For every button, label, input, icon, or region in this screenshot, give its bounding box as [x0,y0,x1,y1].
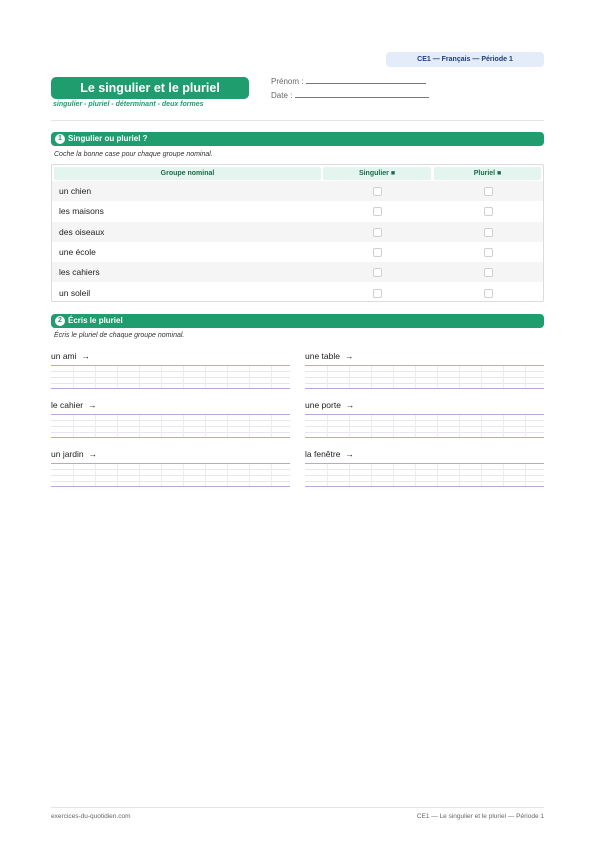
worksheet-title: Le singulier et le pluriel [51,77,249,99]
grid-column-line [95,464,96,486]
grid-column-line [371,415,372,437]
guide-line [51,371,290,372]
grid-column-line [415,366,416,388]
section-1-header [51,132,544,146]
grid-column-line [503,366,504,388]
guide-line [51,377,290,378]
plural-item-label [305,400,354,410]
grid-column-line [249,464,250,486]
writing-area[interactable] [51,366,290,388]
plural-item-word: un jardin [51,449,84,459]
grid-column-line [349,415,350,437]
table-row [52,283,543,303]
pluriel-checkbox[interactable] [484,187,493,196]
plural-item-word: une table [305,351,340,361]
grid-column-line [371,464,372,486]
plural-item-label [51,449,97,459]
grid-column-line [271,366,272,388]
arrow-icon: → [81,351,91,361]
grid-column-line [525,415,526,437]
grid-column-line [161,366,162,388]
table-row [52,181,543,201]
group-nominal-text: des oiseaux [59,226,105,237]
table-row [52,242,543,262]
grid-column-line [117,366,118,388]
arrow-icon: → [345,449,354,459]
guide-line [305,377,544,378]
grid-column-line [227,415,228,437]
grid-column-line [205,366,206,388]
section-2-instruction: Écris le pluriel de chaque groupe nominal. [54,332,185,339]
grid-column-line [503,464,504,486]
grid-column-line [117,464,118,486]
column-header-group: Groupe nominal [54,167,321,180]
grid-column-line [327,464,328,486]
writing-line-bottom [51,388,290,389]
prenom-line [306,76,426,84]
plural-item-label [305,449,354,459]
writing-area[interactable] [51,464,290,486]
grid-column-line [183,415,184,437]
writing-area[interactable] [305,366,544,388]
grid-column-line [139,366,140,388]
guide-line [51,420,290,421]
grid-column-line [393,415,394,437]
table-row [52,201,543,221]
guide-line [305,383,544,384]
prenom-label: Prénom : [271,77,304,86]
grid-column-line [227,464,228,486]
section-1-number: 1 [55,134,65,144]
pluriel-checkbox[interactable] [484,248,493,257]
section-2-title: Écris le pluriel [68,316,123,325]
plural-item-label [51,400,97,410]
grid-column-line [437,464,438,486]
date-label: Date : [271,91,293,100]
level-badge: CE1 — Français — Période 1 [386,52,544,67]
grid-column-line [139,415,140,437]
singulier-checkbox[interactable] [373,228,382,237]
arrow-icon: → [344,351,354,361]
group-nominal-text: un chien [59,186,92,196]
section-1-title: Singulier ou pluriel ? [68,134,148,143]
guide-line [51,426,290,427]
footer-divider [51,807,544,808]
grid-column-line [525,366,526,388]
arrow-icon: → [345,400,355,410]
grid-column-line [459,415,460,437]
group-nominal-text: une école [59,246,96,257]
date-line [295,90,429,98]
guide-line [51,469,290,470]
writing-line-bottom [305,437,544,438]
grid-column-line [393,464,394,486]
grid-column-line [117,415,118,437]
singulier-checkbox[interactable] [373,248,382,257]
prenom-field[interactable] [271,76,426,86]
grid-column-line [161,464,162,486]
section-1-instruction: Coche la bonne case pour chaque groupe nominal. [54,151,213,158]
pluriel-checkbox[interactable] [484,207,493,216]
grid-column-line [139,464,140,486]
grid-column-line [95,366,96,388]
guide-line [305,432,544,433]
grid-column-line [227,366,228,388]
plural-item-word: la fenêtre [305,449,341,459]
writing-area[interactable] [305,415,544,437]
grid-column-line [73,464,74,486]
grid-column-line [205,464,206,486]
arrow-icon: → [88,449,98,459]
singulier-checkbox[interactable] [373,289,382,298]
group-nominal-text: les cahiers [59,267,100,278]
guide-line [305,475,544,476]
footer-site: exercices-du-quotidien.com [51,813,131,820]
date-field[interactable] [271,90,429,100]
group-nominal-text: un soleil [59,287,91,298]
writing-area[interactable] [51,415,290,437]
grid-column-line [481,366,482,388]
singulier-checkbox[interactable] [373,187,382,196]
group-nominal-text: les maisons [59,206,104,217]
plural-item-word: un ami [51,351,77,361]
column-header-pluriel: Pluriel ■ [434,167,541,180]
grid-column-line [503,415,504,437]
grid-column-line [525,464,526,486]
grid-column-line [249,415,250,437]
guide-line [305,371,544,372]
grid-column-line [481,415,482,437]
guide-line [51,475,290,476]
singulier-checkbox[interactable] [373,207,382,216]
plural-item-label [305,351,353,361]
guide-line [51,383,290,384]
grid-column-line [271,464,272,486]
grid-column-line [415,464,416,486]
singulier-checkbox[interactable] [373,268,382,277]
guide-line [305,469,544,470]
grid-column-line [437,366,438,388]
section-2-header [51,314,544,328]
grid-column-line [95,415,96,437]
plural-item-word: le cahier [51,400,84,410]
grid-column-line [161,415,162,437]
grid-column-line [73,366,74,388]
table-row [52,222,543,242]
grid-column-line [327,366,328,388]
grid-column-line [459,464,460,486]
grid-column-line [481,464,482,486]
table-row [52,262,543,282]
plural-item-label [51,351,90,361]
guide-line [51,432,290,433]
writing-line-bottom [51,437,290,438]
grid-column-line [249,366,250,388]
writing-line-bottom [305,486,544,487]
column-header-singulier: Singulier ■ [323,167,431,180]
grid-column-line [349,366,350,388]
guide-line [305,426,544,427]
grid-column-line [183,366,184,388]
grid-column-line [415,415,416,437]
grid-column-line [393,366,394,388]
grid-column-line [437,415,438,437]
grid-column-line [459,366,460,388]
guide-line [305,481,544,482]
writing-line-bottom [305,388,544,389]
singular-plural-table [51,164,544,302]
plural-item-word: une porte [305,400,341,410]
grid-column-line [327,415,328,437]
grid-column-line [73,415,74,437]
grid-column-line [271,415,272,437]
header-divider [51,120,544,121]
worksheet-subtitle: singulier - pluriel - déterminant - deux formes [53,101,204,108]
grid-column-line [205,415,206,437]
footer-page-info: CE1 — Le singulier et le pluriel — Période 1 [416,813,544,820]
grid-column-line [371,366,372,388]
pluriel-checkbox[interactable] [484,289,493,298]
grid-column-line [349,464,350,486]
writing-line-bottom [51,486,290,487]
guide-line [51,481,290,482]
writing-area[interactable] [305,464,544,486]
section-2-number: 2 [55,316,65,326]
arrow-icon: → [88,400,97,410]
grid-column-line [183,464,184,486]
pluriel-checkbox[interactable] [484,228,493,237]
pluriel-checkbox[interactable] [484,268,493,277]
guide-line [305,420,544,421]
